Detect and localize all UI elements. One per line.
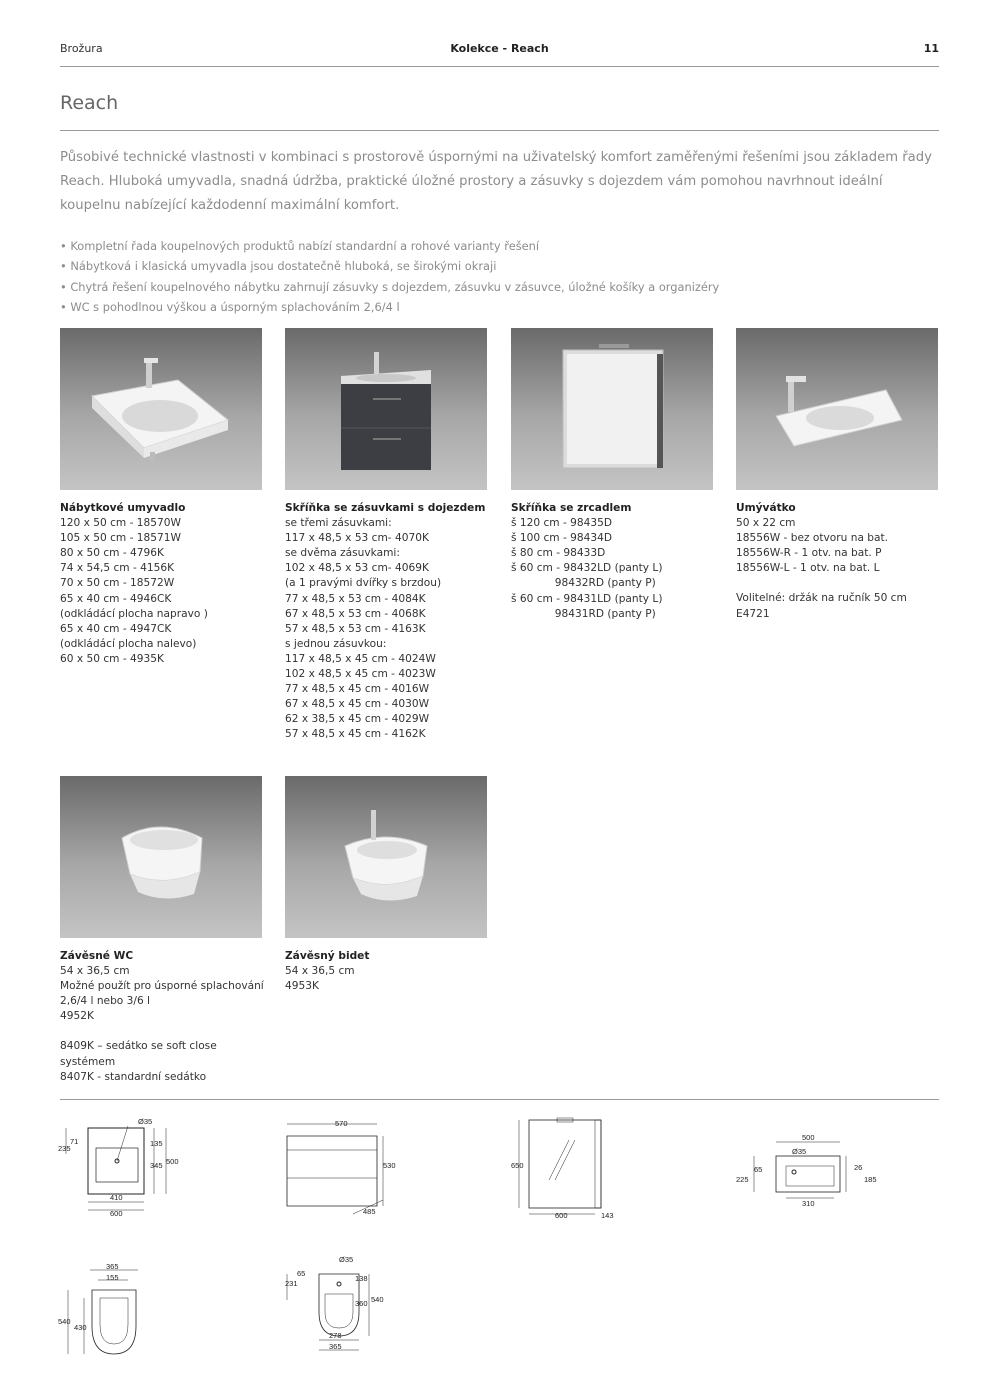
photo-drawer-cabinet xyxy=(285,328,487,490)
product-line: š 60 cm - 98432LD (panty L) xyxy=(511,562,663,575)
dim-label: 485 xyxy=(363,1207,376,1216)
intro-paragraph: Působivé technické vlastnosti v kombinaci s prostorově úspornými na uživatelský komfort zaměřenými řešeními jsou základem řady Reach. Hluboká umyvadla, snadná údržba, praktické úložné prostory a zásuvky s dojezdem vám pomohou navrhnout ideální koupelnu nabízející každodenní maximální komfort. xyxy=(60,150,932,213)
product-line: 4953K xyxy=(285,980,319,993)
feature-item: • Chytrá řešení koupelnového nábytku zahrnují zásuvky s dojezdem, zásuvku v zásuvce, úložné košíky a organizéry xyxy=(60,279,720,294)
product-line: 50 x 22 cm xyxy=(736,517,796,530)
product-line: 98431RD (panty P) xyxy=(511,607,656,620)
dim-label: 71 xyxy=(70,1137,79,1146)
product-line: 18556W-L - 1 otv. na bat. L xyxy=(736,562,880,575)
dim-label: 225 xyxy=(736,1175,749,1184)
dim-label: Ø35 xyxy=(792,1147,807,1156)
product-line: 8407K - standardní sedátko xyxy=(60,1070,207,1083)
drawing-wc xyxy=(58,1262,158,1362)
photo-wall-hung-wc xyxy=(60,776,262,938)
product-line: systémem xyxy=(60,1055,116,1068)
dim-label: 135 xyxy=(150,1139,163,1148)
dim-label: 600 xyxy=(555,1211,568,1220)
product-line: 102 x 48,5 x 45 cm - 4023W xyxy=(285,668,436,681)
page-title: Reach xyxy=(60,92,119,114)
product-line: 117 x 48,5 x 45 cm - 4024W xyxy=(285,652,436,665)
dim-label: 540 xyxy=(58,1317,71,1326)
dim-label: 231 xyxy=(285,1279,298,1288)
dim-label: 360 xyxy=(355,1299,368,1308)
dim-label: Ø35 xyxy=(138,1117,153,1126)
page-header xyxy=(60,42,939,67)
dim-label: 65 xyxy=(297,1269,306,1278)
drawing-cabinet xyxy=(283,1116,396,1226)
product-line: se dvěma zásuvkami: xyxy=(285,547,400,560)
drawing-mirror xyxy=(509,1116,619,1226)
dim-label: 345 xyxy=(150,1161,163,1170)
dim-label: 26 xyxy=(854,1163,863,1172)
product-line: 80 x 50 cm - 4796K xyxy=(60,547,164,560)
product-line: 54 x 36,5 cm xyxy=(285,965,355,978)
product-line: (odkládácí plocha nalevo) xyxy=(60,637,197,650)
product-furniture-basin xyxy=(60,501,275,667)
product-line: (a 1 pravými dvířky s brzdou) xyxy=(285,577,442,590)
product-line: š 80 cm - 98433D xyxy=(511,547,606,560)
dim-label: 155 xyxy=(106,1273,119,1282)
product-line: 77 x 48,5 x 45 cm - 4016W xyxy=(285,683,430,696)
dim-label: 650 xyxy=(511,1161,524,1170)
product-line xyxy=(736,576,951,591)
wc-illustration xyxy=(60,776,262,938)
dim-label: 138 xyxy=(355,1274,368,1283)
product-line: (odkládácí plocha napravo ) xyxy=(60,607,208,620)
product-line: 57 x 48,5 x 45 cm - 4162K xyxy=(285,728,426,741)
bidet-illustration xyxy=(285,776,487,938)
feature-list xyxy=(60,236,940,317)
dim-label: 185 xyxy=(864,1175,877,1184)
dim-label: 540 xyxy=(371,1295,384,1304)
basin-illustration xyxy=(60,328,262,490)
mirror-cabinet-illustration xyxy=(511,328,713,490)
drawing-basin xyxy=(58,1116,188,1222)
product-line: 8409K – sedátko se soft close xyxy=(60,1040,217,1053)
product-line: š 120 cm - 98435D xyxy=(511,517,613,530)
dim-label: 410 xyxy=(110,1193,123,1202)
product-line: 77 x 48,5 x 53 cm - 4084K xyxy=(285,592,426,605)
product-line: 65 x 40 cm - 4946CK xyxy=(60,592,172,605)
dim-label: 570 xyxy=(335,1119,348,1128)
product-line: 57 x 48,5 x 53 cm - 4163K xyxy=(285,622,426,635)
product-line: 74 x 54,5 cm - 4156K xyxy=(60,562,175,575)
product-line: 105 x 50 cm - 18571W xyxy=(60,532,181,545)
product-line: 98432RD (panty P) xyxy=(511,577,656,590)
product-line: 117 x 48,5 x 53 cm- 4070K xyxy=(285,532,429,545)
drawing-bidet xyxy=(283,1254,393,1356)
dim-label: Ø35 xyxy=(339,1255,354,1264)
product-name: Závěsný bidet xyxy=(285,950,370,962)
dim-label: 430 xyxy=(74,1323,87,1332)
drawings-divider xyxy=(60,1099,939,1100)
photo-wall-hung-bidet xyxy=(285,776,487,938)
product-line: š 100 cm - 98434D xyxy=(511,532,613,545)
product-drawer-cabinet xyxy=(285,501,500,743)
product-line: 102 x 48,5 x 53 cm- 4069K xyxy=(285,562,429,575)
small-basin-illustration xyxy=(736,328,938,490)
product-line: Volitelné: držák na ručník 50 cm xyxy=(736,592,907,605)
product-name: Skříňka se zásuvkami s dojezdem xyxy=(285,502,486,514)
product-mirror-cabinet xyxy=(511,501,726,622)
product-wall-hung-wc xyxy=(60,949,275,1085)
header-label: Brožura xyxy=(60,42,103,55)
product-name: Umývátko xyxy=(736,502,796,514)
header-collection: Kolekce - Reach xyxy=(450,42,549,55)
dim-label: 500 xyxy=(802,1133,815,1142)
product-small-basin xyxy=(736,501,951,622)
product-line: 65 x 40 cm - 4947CK xyxy=(60,622,172,635)
product-line: 4952K xyxy=(60,1010,94,1023)
product-line: 60 x 50 cm - 4935K xyxy=(60,652,164,665)
dim-label: 365 xyxy=(329,1342,342,1351)
title-divider xyxy=(60,130,939,131)
dim-label: 600 xyxy=(110,1209,123,1218)
product-line: se třemi zásuvkami: xyxy=(285,517,392,530)
dim-label: 500 xyxy=(166,1157,179,1166)
cabinet-illustration xyxy=(285,328,487,490)
dim-label: 278 xyxy=(329,1331,342,1340)
dim-label: 143 xyxy=(601,1211,614,1220)
product-line: 67 x 48,5 x 45 cm - 4030W xyxy=(285,698,430,711)
dim-label: 365 xyxy=(106,1262,119,1271)
product-line: s jednou zásuvkou: xyxy=(285,637,387,650)
product-name: Nábytkové umyvadlo xyxy=(60,502,186,514)
product-line: 62 x 38,5 x 45 cm - 4029W xyxy=(285,713,430,726)
product-line: Možné použít pro úsporné splachování xyxy=(60,980,264,993)
photo-mirror-cabinet xyxy=(511,328,713,490)
product-name: Závěsné WC xyxy=(60,950,134,962)
dim-label: 235 xyxy=(58,1144,71,1153)
photo-small-basin xyxy=(736,328,938,490)
drawing-small-basin xyxy=(734,1126,884,1216)
photo-furniture-basin xyxy=(60,328,262,490)
feature-item: • Kompletní řada koupelnových produktů nabízí standardní a rohové varianty řešení xyxy=(60,239,540,253)
feature-item: • Nábytková i klasická umyvadla jsou dostatečně hluboká, se širokými okraji xyxy=(60,259,497,274)
dim-label: 310 xyxy=(802,1199,815,1208)
product-line: 2,6/4 l nebo 3/6 l xyxy=(60,995,151,1008)
product-line: 67 x 48,5 x 53 cm - 4068K xyxy=(285,607,426,620)
product-line: 70 x 50 cm - 18572W xyxy=(60,577,175,590)
product-wall-hung-bidet xyxy=(285,949,500,994)
product-line: š 60 cm - 98431LD (panty L) xyxy=(511,592,663,605)
product-line: E4721 xyxy=(736,607,770,620)
feature-item: • WC s pohodlnou výškou a úsporným splachováním 2,6/4 l xyxy=(60,299,400,314)
dim-label: 530 xyxy=(383,1161,396,1170)
product-line: 120 x 50 cm - 18570W xyxy=(60,517,181,530)
product-line: 18556W-R - 1 otv. na bat. P xyxy=(736,547,882,560)
product-line: 54 x 36,5 cm xyxy=(60,965,130,978)
product-line: 18556W - bez otvoru na bat. xyxy=(736,532,889,545)
product-name: Skříňka se zrcadlem xyxy=(511,502,632,514)
page-number: 11 xyxy=(923,42,939,55)
dim-label: 65 xyxy=(754,1165,763,1174)
product-line xyxy=(60,1024,275,1039)
